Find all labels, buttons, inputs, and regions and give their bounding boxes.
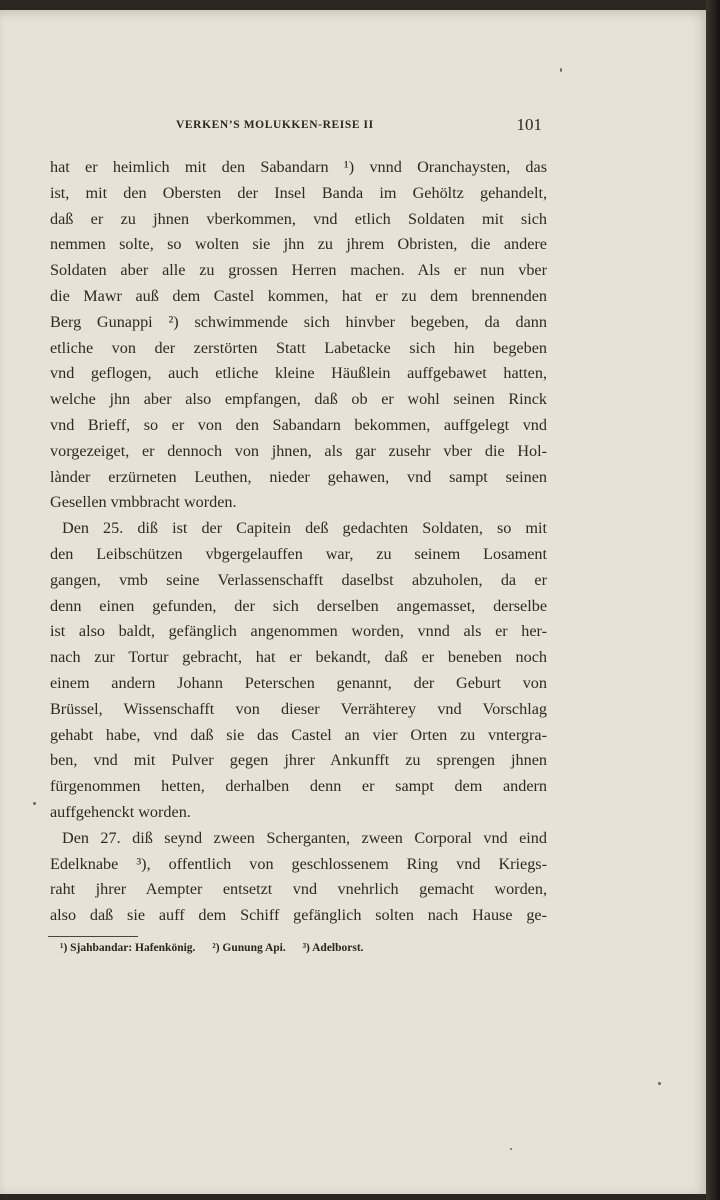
text-line: vnd geflogen, auch etliche kleine Häußlein auffgebawet hatten, (50, 364, 547, 383)
text-line: Edelknabe ³), offentlich von geschlossenem Ring vnd Kriegs- (50, 854, 547, 873)
paper-speck (560, 68, 562, 72)
body-text (50, 155, 547, 929)
text-line: ist, mit den Obersten der Insel Banda im Gehöltz gehandelt, (50, 183, 547, 202)
text-line: etliche von der zerstörten Statt Labetacke sich hin begeben (50, 338, 547, 357)
text-line: die Mawr auß dem Castel kommen, hat er zu dem brennenden (50, 286, 547, 305)
text-line: vorgezeiget, er dennoch von jhnen, als gar zusehr vber die Hol- (50, 441, 547, 460)
text-line: auffgehenckt worden. (50, 802, 191, 821)
text-line: gehabt habe, vnd daß sie das Castel an vier Orten zu vntergra- (50, 725, 547, 744)
footnote-3: ³) Adelborst. (302, 942, 364, 954)
text-line: fürgenommen hetten, derhalben denn er sampt dem andern (50, 777, 547, 796)
scan-top-border (0, 0, 720, 10)
text-line: nach zur Tortur gebracht, hat er bekandt, daß er beneben noch (50, 648, 547, 667)
paper-speck (510, 1148, 512, 1150)
text-line: daß er zu jhnen vberkommen, vnd etlich Soldaten mit sich (50, 209, 547, 228)
text-line: hat er heimlich mit den Sabandarn ¹) vnnd Oranchaysten, das (50, 158, 547, 176)
text-line: Soldaten aber alle zu grossen Herren machen. Als er nun vber (50, 261, 547, 280)
text-line: Berg Gunappi ²) schwimmende sich hinvber begeben, da dann (50, 312, 547, 331)
running-title: VERKEN’S MOLUKKEN-REISE II (176, 119, 374, 131)
text-line: raht jhrer Aempter entsetzt vnd vnehrlich gemacht worden, (50, 880, 547, 899)
text-line: nemmen solte, so wolten sie jhn zu jhrem Obristen, die andere (50, 235, 547, 254)
text-line: also daß sie auff dem Schiff gefänglich solten nach Hause ge- (50, 906, 547, 925)
footnote-1: ¹) Sjahbandar: Hafenkönig. (60, 942, 196, 954)
text-line: welche jhn aber also empfangen, daß ob er wohl seinen Rinck (50, 390, 547, 409)
footnote-2: ²) Gunung Api. (212, 942, 286, 954)
text-line: denn einen gefunden, der sich derselben angemasset, derselbe (50, 596, 547, 615)
text-line: den Leibschützen vbgergelauffen war, zu seinem Losament (50, 544, 547, 563)
running-head (48, 113, 546, 139)
text-line: ist also baldt, gefänglich angenommen worden, vnnd als er her- (50, 622, 547, 641)
text-line: lànder erzürneten Leuthen, nieder gehawen, vnd sampt seinen (50, 467, 547, 486)
text-line: Gesellen vmbbracht worden. (50, 493, 237, 512)
paper-speck (33, 802, 36, 805)
text-line: vnd Brieff, so er von den Sabandarn bekommen, auffgelegt vnd (50, 415, 547, 434)
text-line: Brüssel, Wissenschafft von dieser Verrähterey vnd Vorschlag (50, 699, 547, 718)
scan-right-border (706, 0, 720, 1200)
text-line: ben, vnd mit Pulver gegen jhrer Ankunfft zu sprengen jhnen (50, 751, 547, 770)
paragraph-start-line: Den 25. diß ist der Capitein deß gedachten Soldaten, so mit (62, 519, 547, 538)
book-page (0, 10, 706, 1194)
footnotes (60, 939, 540, 957)
footnote-rule (48, 936, 138, 937)
text-line: einem andern Johann Peterschen genannt, der Geburt von (50, 673, 547, 692)
page-number: 101 (516, 115, 542, 134)
text-line: gangen, vmb seine Verlassenschafft daselbst abzuholen, da er (50, 570, 547, 589)
paragraph-start-line: Den 27. diß seynd zween Scherganten, zween Corporal vnd eind (62, 828, 547, 847)
paper-speck (658, 1082, 661, 1085)
